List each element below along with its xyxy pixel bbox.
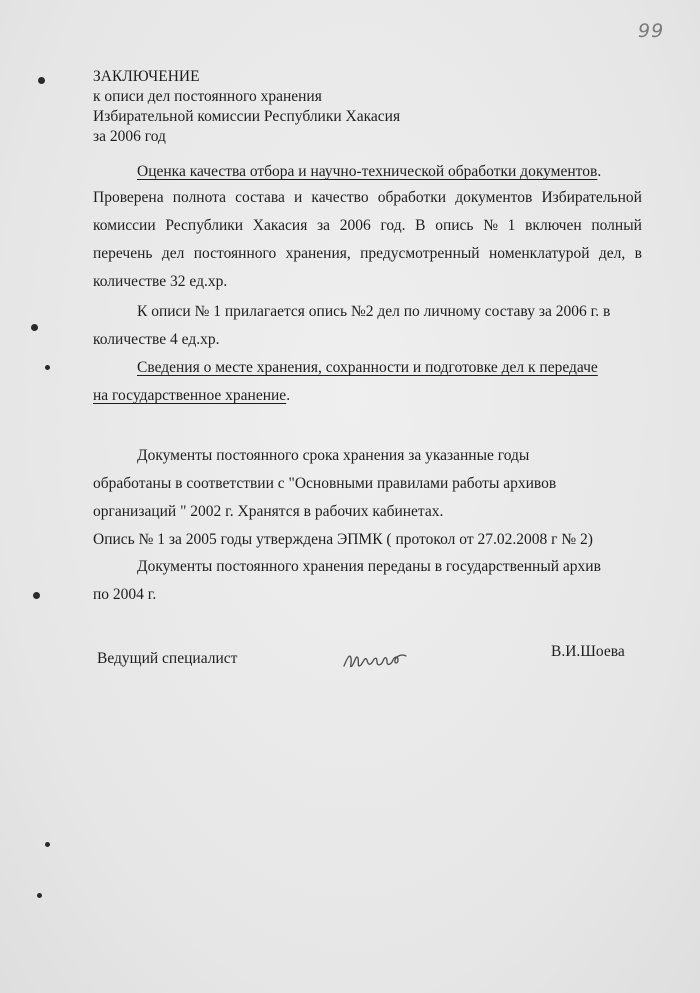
section1-heading xyxy=(137,163,601,180)
binder-hole-1 xyxy=(38,77,45,84)
document-title: ЗАКЛЮЧЕНИЕ xyxy=(93,68,200,85)
section2-heading-line-1: Сведения о месте хранения, сохранности и подготовке дел к передаче xyxy=(137,359,598,376)
binder-hole-3 xyxy=(45,365,50,370)
section2-heading-end: . xyxy=(286,387,291,404)
text-line: количестве 4 ед.хр. xyxy=(93,331,220,348)
text-line: количестве 32 ед.хр. xyxy=(93,273,228,290)
section2-heading-line-2: на государственное хранение xyxy=(93,387,287,404)
header-line-3: Избирательной комиссии Республики Хакасия xyxy=(93,108,401,125)
text-line: обработаны в соответствии с "Основными правилами работы архивов xyxy=(93,475,557,492)
text-line: К описи № 1 прилагается опись №2 дел по личному составу за 2006 г. в xyxy=(137,303,611,320)
text-line: комиссии Республики Хакасия за 2006 год. В опись № 1 включен полный xyxy=(93,217,642,234)
text-line: по 2004 г. xyxy=(93,586,157,603)
page-number: 99 xyxy=(638,20,665,42)
header-line-4: за 2006 год xyxy=(93,128,166,145)
handwritten-signature xyxy=(340,642,420,676)
signer-position: Ведущий специалист xyxy=(97,650,238,667)
section2-paragraph-3 xyxy=(93,553,642,609)
text-line: Проверена полнота состава и качество обработки документов Избирательной xyxy=(93,189,642,206)
text-line: Документы постоянного срока хранения за указанные годы xyxy=(137,447,530,464)
binder-hole-6 xyxy=(37,893,42,898)
section1-heading-end: . xyxy=(597,163,602,180)
binder-hole-2 xyxy=(31,324,38,331)
section1-paragraph-2 xyxy=(93,298,642,354)
section2-paragraph-2: Опись № 1 за 2005 годы утверждена ЭПМК ( протокол от 27.02.2008 г № 2) xyxy=(93,531,593,548)
binder-hole-5 xyxy=(45,842,50,847)
header-line-2: к описи дел постоянного хранения xyxy=(93,88,322,105)
heading-line xyxy=(93,354,642,382)
text-line: Документы постоянного хранения переданы в государственный архив xyxy=(137,558,601,575)
heading-line xyxy=(93,382,642,410)
signer-name: В.И.Шоева xyxy=(551,643,625,660)
section1-paragraph-1 xyxy=(93,184,642,296)
section1-heading-text: Оценка качества отбора и научно-технической обработки документов xyxy=(137,163,598,180)
text-line: организаций " 2002 г. Хранятся в рабочих кабинетах. xyxy=(93,503,444,520)
section2-paragraph-1 xyxy=(93,442,642,526)
section2-heading xyxy=(93,354,642,410)
binder-hole-4 xyxy=(33,592,40,599)
text-line: перечень дел постоянного хранения, предусмотренный номенклатурой дел, в xyxy=(93,245,642,262)
